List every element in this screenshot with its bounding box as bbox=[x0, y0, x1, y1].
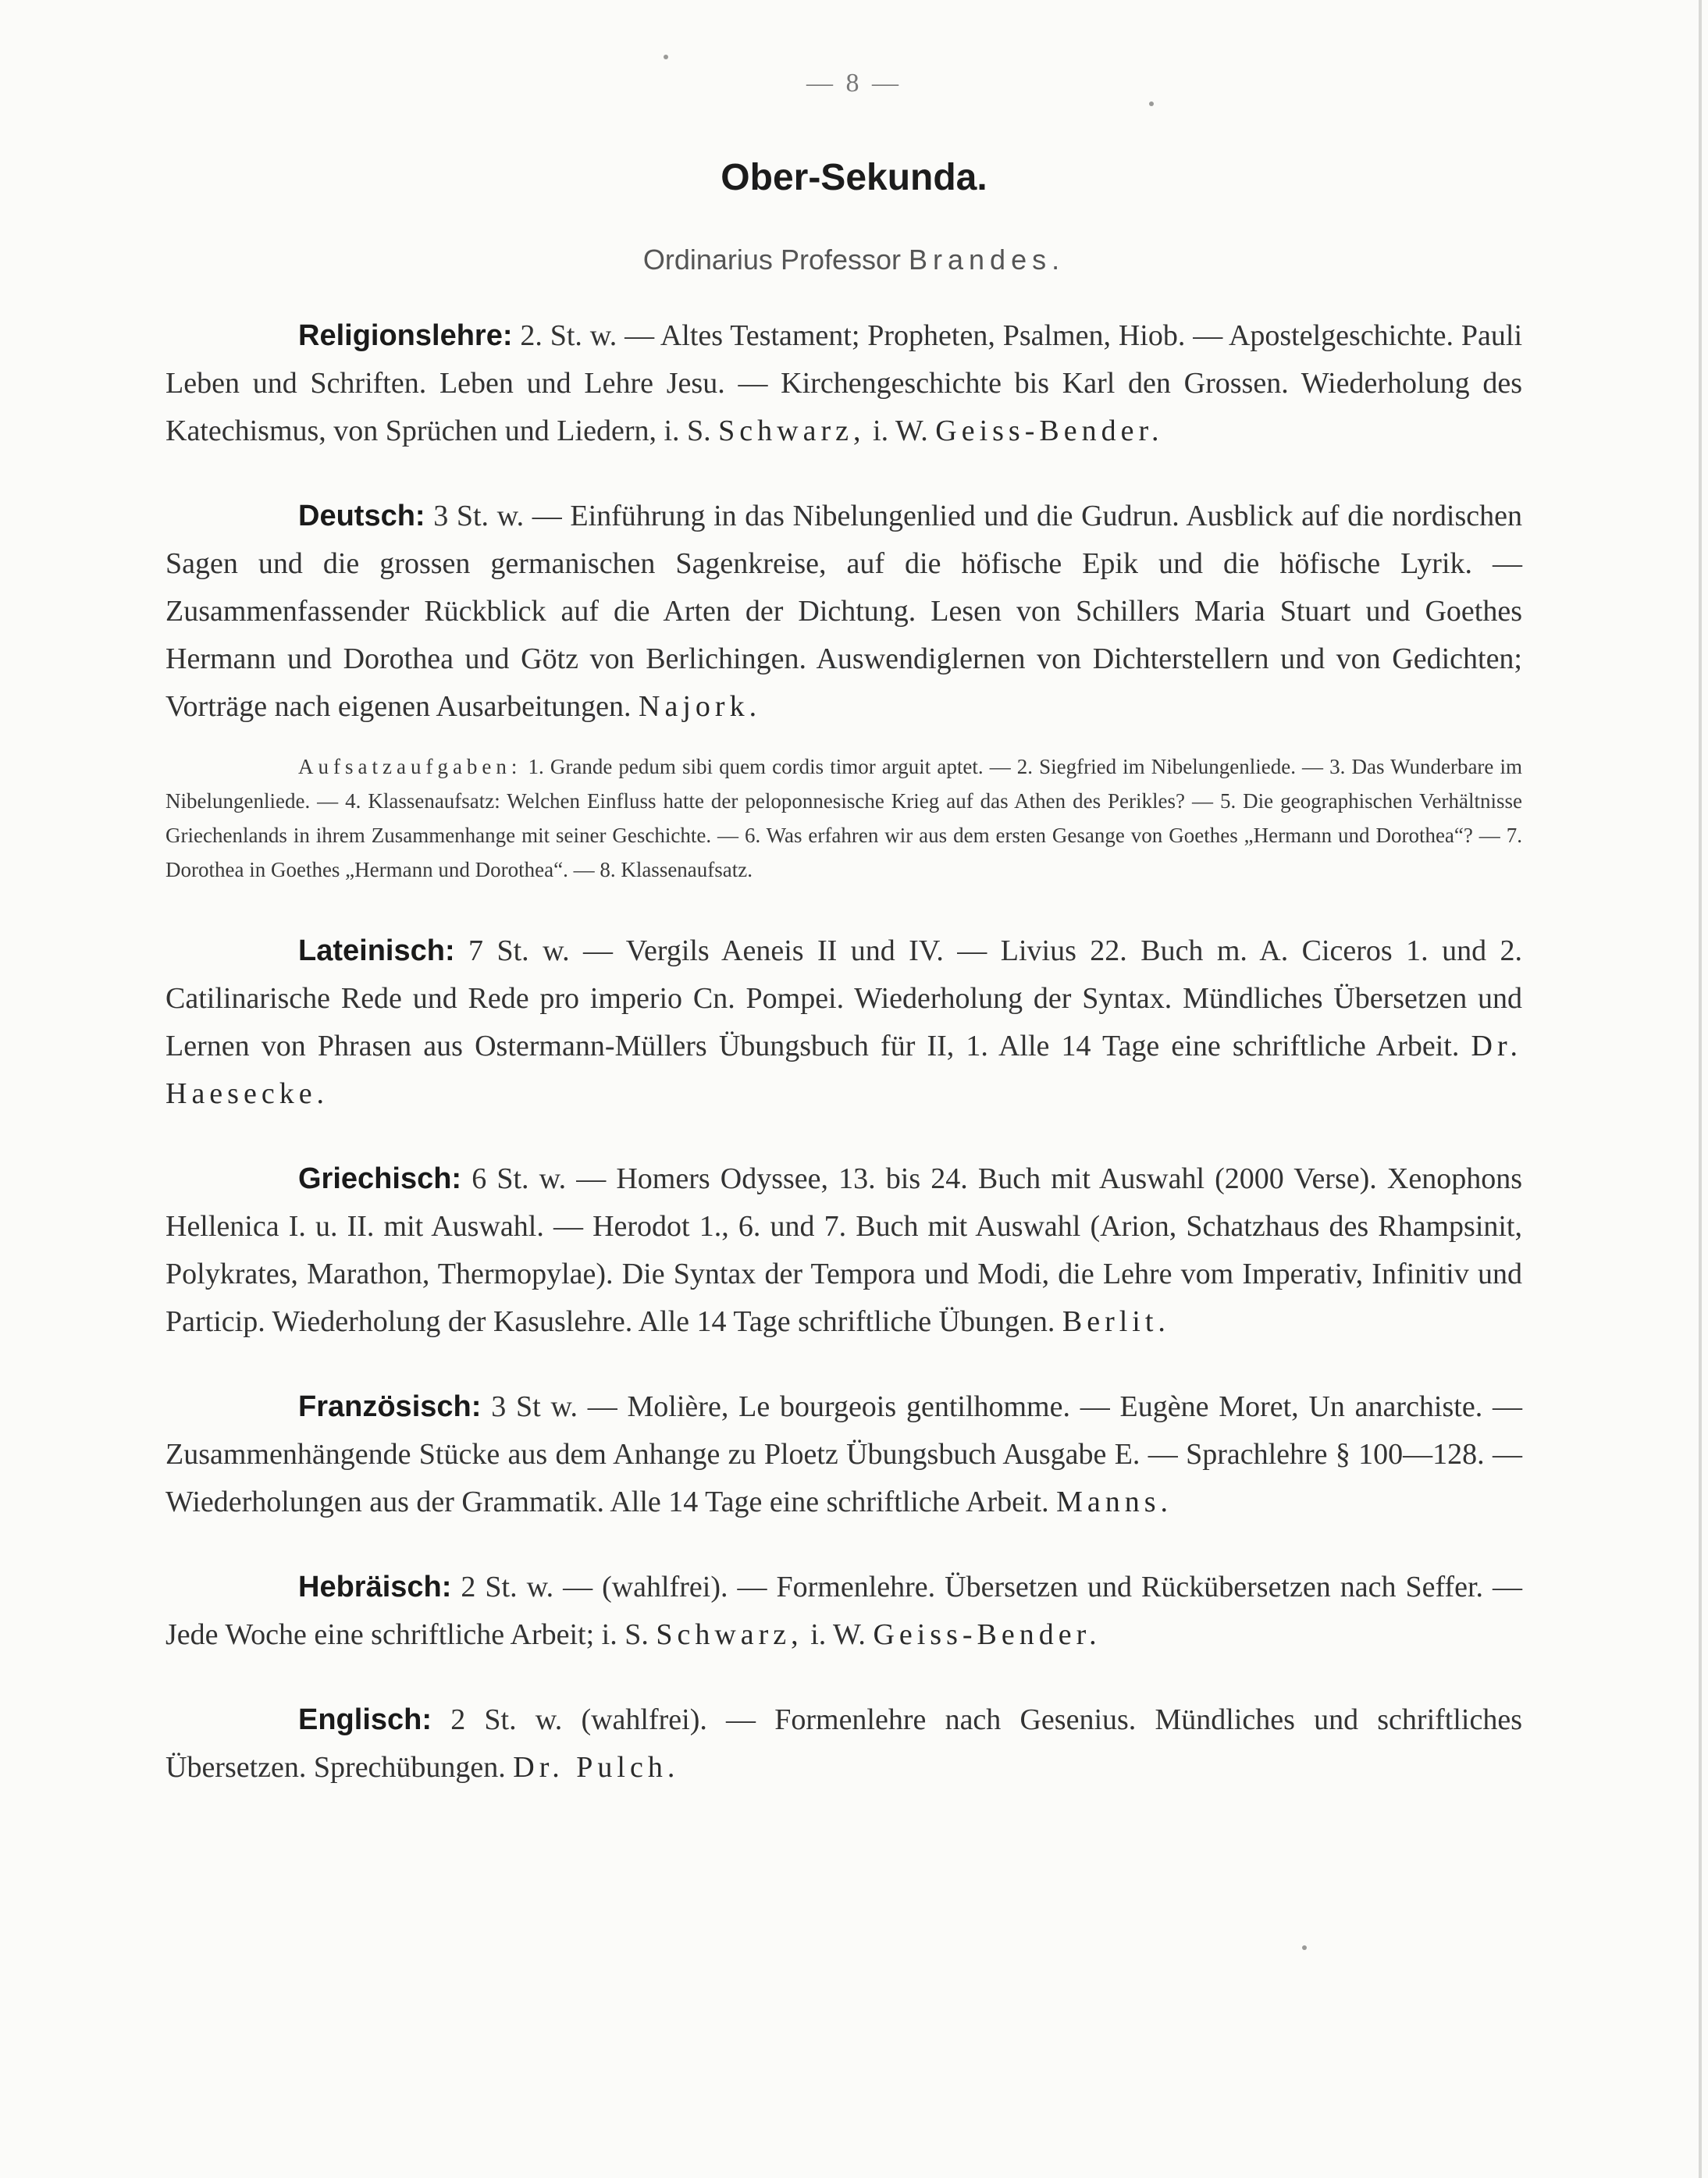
ordinarius-line bbox=[0, 244, 1708, 276]
teacher-name: Geiss-Bender. bbox=[873, 1618, 1101, 1651]
section-body-cont: i. W. bbox=[810, 1618, 866, 1651]
scan-speck bbox=[664, 55, 668, 59]
section-head: Griechisch: bbox=[298, 1162, 462, 1195]
section-head: Englisch: bbox=[298, 1703, 432, 1736]
aufsatz-text: 1. Grande pedum sibi quem cordis timor arguit aptet. — 2. Siegfried im Nibelungenliede. — 3. Das Wunderbare im Nibelungenliede. — 4. Klassenaufsatz: Welchen Einfluss hatte der peloponnesische Krieg auf das Athen des Perikles? — 5. Die geographischen Verhältnisse Griechenlands in ihrem Zusammenhange mit seiner Geschichte. — 6. Was erfahren wir aus dem ersten Gesange von Goethes „Hermann und Dorothea“? — 7. Dorothea in Goethes „Hermann und Dorothea“. — 8. Klassenaufsatz. bbox=[165, 755, 1522, 881]
section-franzoesisch bbox=[165, 1383, 1522, 1526]
section-body: 2. St. w. — Altes Testament; Propheten, Psalmen, Hiob. — Apostelgeschichte. Pauli Leben und Schriften. Leben und Lehre Jesu. — Kirchengeschichte bis Karl den Grossen. Wiederholung des Katechismus, von Sprüchen und Liedern, i. S. bbox=[165, 319, 1523, 447]
teacher-name: Geiss-Bender. bbox=[935, 415, 1164, 447]
ordinarius-name: Brandes. bbox=[909, 244, 1066, 276]
section-head: Religionslehre: bbox=[298, 319, 513, 352]
section-body: 3 St w. — Molière, Le bourgeois gentilhomme. — Eugène Moret, Un anarchiste. — Zusammenhängende Stücke aus dem Anhange zu Ploetz Übungsbuch Ausgabe E. — Sprachlehre § 100—128. — Wiederholungen aus der Grammatik. Alle 14 Tage eine schriftliche Arbeit. bbox=[165, 1390, 1522, 1518]
teacher-name: Dr. Pulch. bbox=[513, 1751, 680, 1784]
page-title: Ober-Sekunda. bbox=[721, 157, 987, 198]
section-body-cont: i. W. bbox=[873, 415, 928, 447]
section-head: Deutsch: bbox=[298, 500, 425, 532]
aufsatz-label: Aufsatzaufgaben: bbox=[298, 755, 522, 778]
curriculum-sections bbox=[165, 312, 1522, 1829]
section-hebraeisch bbox=[165, 1564, 1522, 1659]
section-body: 7 St. w. — Vergils Aeneis II und IV. — Livius 22. Buch m. A. Ciceros 1. und 2. Catilinarische Rede und Rede pro imperio Cn. Pompei. Wiederholung der Syntax. Mündliches Übersetzen und Lernen von Phrasen aus Ostermann-Müllers Übungsbuch für II, 1. Alle 14 Tage eine schriftliche Arbeit. bbox=[165, 934, 1523, 1062]
section-religionslehre bbox=[165, 312, 1522, 455]
page-number: — 8 — bbox=[806, 69, 902, 98]
section-body: 2 St. w. — (wahlfrei). — Formenlehre. Übersetzen und Rückübersetzen nach Seffer. — Jede Woche eine schriftliche Arbeit; i. S. bbox=[165, 1571, 1522, 1651]
scan-speck bbox=[1302, 1945, 1307, 1950]
aufsatzaufgaben bbox=[165, 749, 1522, 887]
section-head: Hebräisch: bbox=[298, 1571, 452, 1603]
teacher-name: Dr. Haesecke. bbox=[165, 1030, 1522, 1110]
teacher-name: Manns. bbox=[1056, 1486, 1173, 1518]
page-edge bbox=[1699, 0, 1702, 2178]
section-body: 3 St. w. — Einführung in das Nibelungenlied und die Gudrun. Ausblick auf die nordischen Sagen und die grossen germanischen Sagenkreise, auf die höfische Epik und die höfische Lyrik. — Zusammenfassender Rückblick auf die Arten der Dichtung. Lesen von Schillers Maria Stuart und Goethes Hermann und Dorothea und Götz von Berlichingen. Auswendiglernen von Dichterstellern und von Gedichten; Vorträge nach eigenen Ausarbeitungen. bbox=[165, 500, 1522, 723]
section-englisch bbox=[165, 1696, 1522, 1792]
teacher-name: Schwarz, bbox=[656, 1618, 803, 1651]
section-body: 6 St. w. — Homers Odyssee, 13. bis 24. Buch mit Auswahl (2000 Verse). Xenophons Hellenica I. u. II. mit Auswahl. — Herodot 1., 6. und 7. Buch mit Auswahl (Arion, Schatzhaus des Rhampsinit, Polykrates, Marathon, Thermopylae). Die Syntax der Tempora und Modi, die Lehre vom Imperativ, Infinitiv und Particip. Wiederholung der Kasuslehre. Alle 14 Tage schriftliche Übungen. bbox=[165, 1162, 1522, 1338]
section-head: Französisch: bbox=[298, 1390, 482, 1423]
teacher-name: Najork. bbox=[639, 690, 762, 723]
section-body: 2 St. w. (wahlfrei). — Formenlehre nach Gesenius. Mündliches und schriftliches Übersetzen. Sprechübungen. bbox=[165, 1703, 1522, 1784]
teacher-name: Berlit. bbox=[1062, 1305, 1170, 1338]
scan-speck bbox=[1149, 101, 1154, 106]
section-lateinisch bbox=[165, 927, 1522, 1118]
section-head: Lateinisch: bbox=[298, 934, 455, 967]
teacher-name: Schwarz, bbox=[718, 415, 866, 447]
ordinarius-prefix: Ordinarius Professor bbox=[642, 244, 901, 276]
section-deutsch bbox=[165, 493, 1522, 731]
section-griechisch bbox=[165, 1155, 1522, 1346]
